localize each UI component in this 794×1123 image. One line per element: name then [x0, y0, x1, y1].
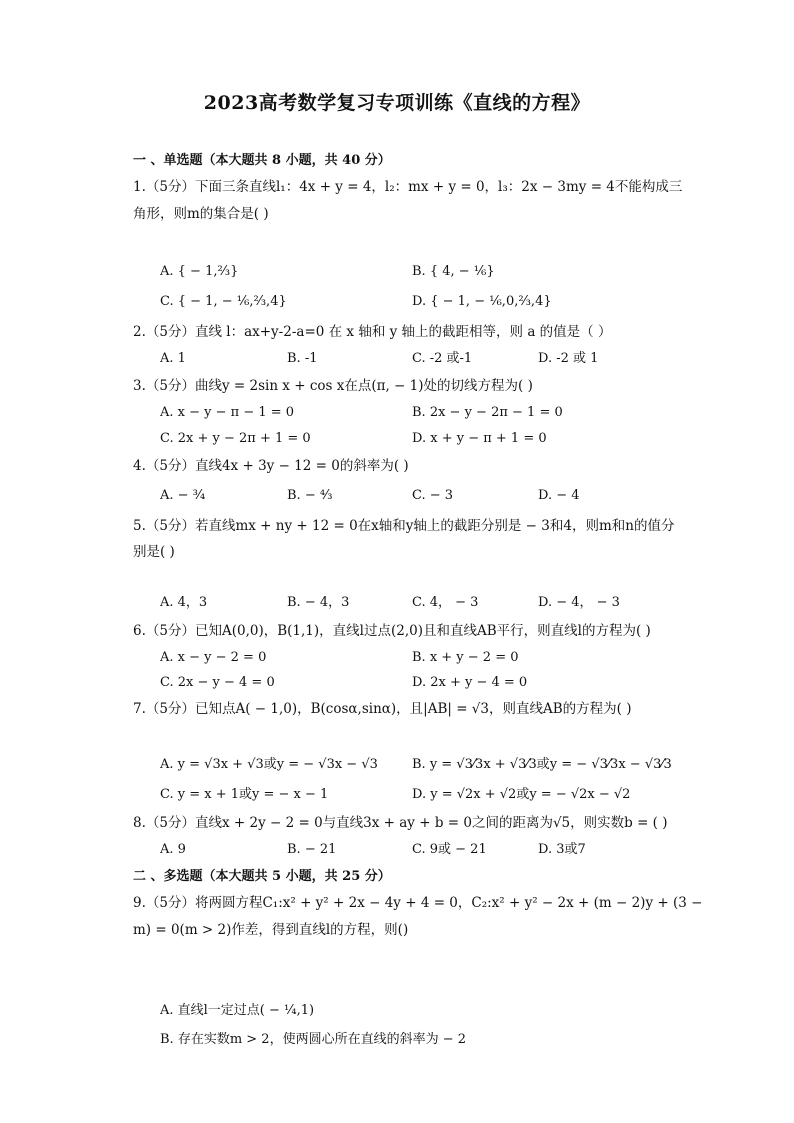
question-2-option-c: C. -2 或-1	[412, 351, 473, 366]
question-8-text: 8.（5分）直线x + 2y − 2 = 0与直线3x + ay + b = 0之间的距离为√5，则实数b = ( )	[133, 815, 668, 831]
question-5-option-c: C. 4， − 3	[412, 595, 479, 610]
question-8-option-a: A. 9	[160, 842, 186, 857]
question-2-text: 2.（5分）直线 l：ax+y-2-a=0 在 x 轴和 y 轴上的截距相等，则 a 的值是（ ）	[133, 324, 612, 340]
question-5-option-d: D. − 4， − 3	[538, 595, 620, 610]
question-3-option-b: B. 2x − y − 2π − 1 = 0	[412, 405, 563, 420]
question-2-option-b: B. -1	[287, 351, 318, 366]
question-6-option-c: C. 2x − y − 4 = 0	[160, 675, 275, 690]
question-6-option-b: B. x + y − 2 = 0	[412, 650, 519, 665]
question-3-option-d: D. x + y − π + 1 = 0	[412, 431, 547, 446]
question-4-option-c: C. − 3	[412, 488, 454, 503]
question-6-text: 6.（5分）已知A(0,0)，B(1,1)，直线l过点(2,0)且和直线AB平行，则直线l的方程为( )	[133, 623, 651, 639]
question-7-option-b: B. y = √3⁄3x + √3⁄3或y = − √3⁄3x − √3⁄3	[412, 757, 672, 772]
question-6-option-d: D. 2x + y − 4 = 0	[412, 675, 528, 690]
question-4-option-d: D. − 4	[538, 488, 580, 503]
question-8-option-c: C. 9或 − 21	[412, 842, 487, 857]
question-7-option-c: C. y = x + 1或y = − x − 1	[160, 787, 329, 802]
question-2-option-d: D. -2 或 1	[538, 351, 599, 366]
question-9-text-line2: m) = 0(m > 2)作差，得到直线l的方程，则()	[133, 922, 409, 938]
question-5-text-line2: 别是( )	[133, 544, 175, 560]
question-1-option-d: D. { − 1, − ¹⁄₆,0,²⁄₃,4}	[412, 294, 552, 309]
question-5-option-a: A. 4，3	[160, 595, 208, 610]
question-2-option-a: A. 1	[160, 351, 186, 366]
question-5-text-line1: 5.（5分）若直线mx + ny + 12 = 0在x轴和y轴上的截距分别是 − 3和4，则m和n的值分	[133, 518, 675, 534]
question-3-text: 3.（5分）曲线y = 2sin x + cos x在点(π, − 1)处的切线方程为( )	[133, 378, 533, 394]
question-8-option-b: B. − 21	[287, 842, 337, 857]
question-7-option-d: D. y = √2x + √2或y = − √2x − √2	[412, 787, 631, 802]
question-5-option-b: B. − 4，3	[287, 595, 350, 610]
question-1-text-line2: 角形，则m的集合是( )	[133, 206, 269, 222]
question-9-option-a: A. 直线l一定过点( − ¹⁄₄,1)	[160, 1003, 315, 1018]
question-1-option-b: B. { 4, − ¹⁄₆}	[412, 264, 495, 279]
question-1-text-line1: 1.（5分）下面三条直线l₁：4x + y = 4，l₂：mx + y = 0，l₃：2x − 3my = 4不能构成三	[133, 179, 683, 195]
question-9-option-b: B. 存在实数m > 2，使两圆心所在直线的斜率为 − 2	[160, 1032, 467, 1047]
question-1-option-a: A. { − 1,²⁄₃}	[160, 264, 239, 279]
section-multiple-choice-header: 二 、多选题（本大题共 5 小题，共 25 分）	[133, 869, 391, 884]
question-3-option-c: C. 2x + y − 2π + 1 = 0	[160, 431, 311, 446]
question-4-option-b: B. − ⁴⁄₃	[287, 488, 333, 503]
question-6-option-a: A. x − y − 2 = 0	[160, 650, 267, 665]
question-1-option-c: C. { − 1, − ¹⁄₆,²⁄₃,4}	[160, 294, 287, 309]
question-4-option-a: A. − ³⁄₄	[160, 488, 206, 503]
question-3-option-a: A. x − y − π − 1 = 0	[160, 405, 295, 420]
section-single-choice-header: 一 、单选题（本大题共 8 小题，共 40 分）	[133, 153, 391, 168]
question-9-text-line1: 9.（5分）将两圆方程C₁:x² + y² + 2x − 4y + 4 = 0，C₂:x² + y² − 2x + (m − 2)y + (3 −	[133, 895, 703, 911]
question-8-option-d: D. 3或7	[538, 842, 586, 857]
question-7-text: 7.（5分）已知点A( − 1,0)，B(cosα,sinα)，且|AB| = √3，则直线AB的方程为( )	[133, 701, 632, 717]
question-7-option-a: A. y = √3x + √3或y = − √3x − √3	[160, 757, 378, 772]
page-title: 2023高考数学复习专项训练《直线的方程》	[203, 92, 591, 114]
question-4-text: 4.（5分）直线4x + 3y − 12 = 0的斜率为( )	[133, 458, 409, 474]
